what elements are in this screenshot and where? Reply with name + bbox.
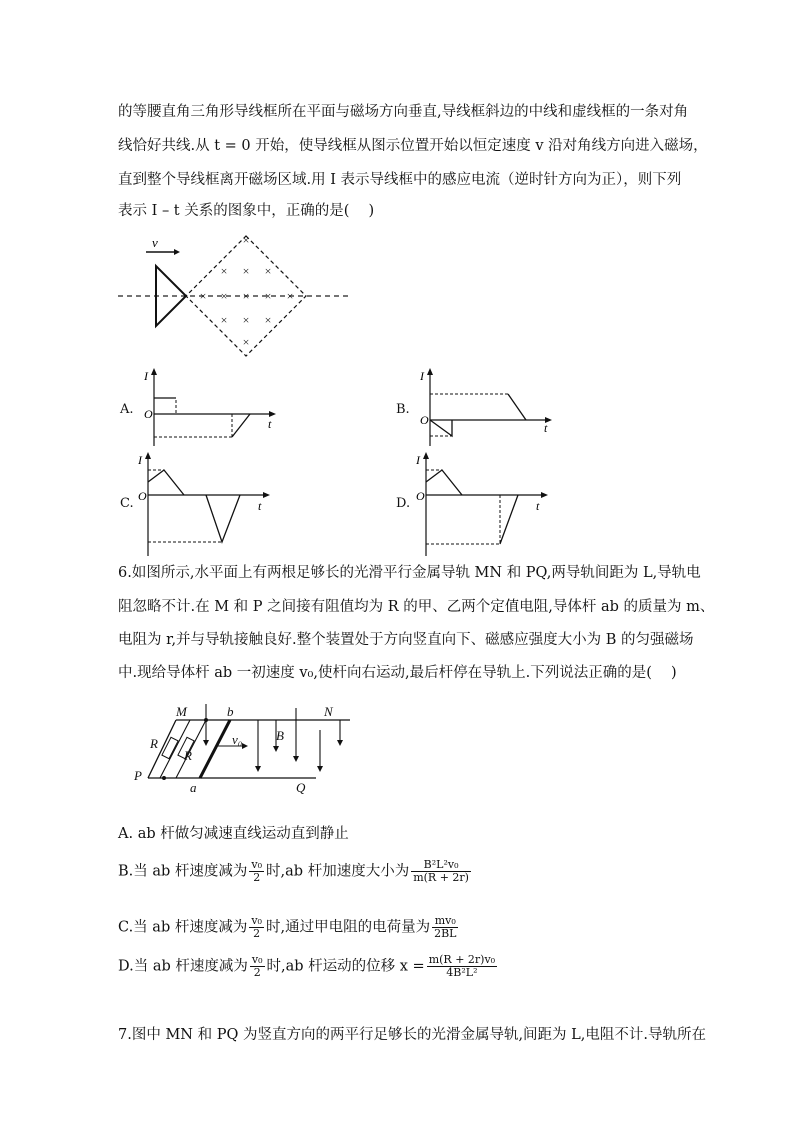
graph-a-i: I xyxy=(144,369,148,383)
q6-option-c-pre: C.当 ab 杆速度减为 xyxy=(118,919,248,936)
label-q: Q xyxy=(296,780,306,795)
q5-line-3: 直到整个导线框离开磁场区域.用 I 表示导线框中的感应电流（逆时针方向为正），则下列 xyxy=(118,172,682,188)
label-v0: v₀ xyxy=(232,732,243,747)
q5-line-2: 线恰好共线.从 t = 0 开始，使导线框从图示位置开始以恒定速度 v 沿对角线方向进入磁场， xyxy=(118,138,708,154)
graph-c-label: C. xyxy=(120,496,134,511)
graph-c-t: t xyxy=(258,499,262,513)
q6-line-4: 中.现给导体杆 ab 一初速度 v₀,使杆向右运动,最后杆停在导轨上.下列说法正确的是( ) xyxy=(118,665,677,681)
graph-b-label: B. xyxy=(396,402,410,417)
svg-text:×: × xyxy=(242,335,250,349)
q5-line-4: 表示 I – t 关系的图象中，正确的是( ) xyxy=(118,203,375,219)
q6-option-b xyxy=(118,859,473,884)
q6-option-c-mid: 时,通过甲电阻的电荷量为 xyxy=(265,919,431,936)
q6-option-b-pre: B.当 ab 杆速度减为 xyxy=(118,863,248,880)
q5-line-1: 的等腰直角三角形导线框所在平面与磁场方向垂直,导线框斜边的中线和虚线框的一条对角 xyxy=(118,104,689,120)
graph-a-o: O xyxy=(144,407,153,421)
svg-text:×: × xyxy=(199,289,207,303)
q6-option-d xyxy=(118,954,499,979)
q6-option-d-pre: D.当 ab 杆速度减为 xyxy=(118,958,248,975)
svg-text:×: × xyxy=(242,289,250,303)
graph-d xyxy=(412,450,552,560)
label-a: a xyxy=(190,780,197,795)
label-m: M xyxy=(176,704,187,719)
graph-d-label: D. xyxy=(396,496,411,511)
q5-field-figure xyxy=(110,230,360,360)
svg-text:×: × xyxy=(264,289,272,303)
q6-option-a: A. ab 杆做匀减速直线运动直到静止 xyxy=(118,826,349,842)
graph-a-label: A. xyxy=(120,402,134,417)
svg-text:×: × xyxy=(264,313,272,327)
v-half-c: $\frac{\text{v₀}}{2}$ xyxy=(251,914,262,940)
q6-option-b-mid: 时,ab 杆加速度大小为 xyxy=(266,863,410,880)
v-label: v xyxy=(152,235,158,250)
q6-option-c xyxy=(118,915,460,940)
graph-d-o: O xyxy=(416,489,425,503)
svg-text:×: × xyxy=(220,264,228,278)
svg-text:×: × xyxy=(264,264,272,278)
svg-text:×: × xyxy=(286,289,294,303)
label-b: b xyxy=(227,704,234,719)
label-field-b: B xyxy=(276,728,284,743)
graph-c-o: O xyxy=(138,489,147,503)
label-r1: R xyxy=(150,736,158,751)
v-half-d: $\frac{\text{v₀}}{2}$ xyxy=(251,953,263,979)
graph-b-t: t xyxy=(544,421,548,435)
q6-line-1: 6.如图所示,水平面上有两根足够长的光滑平行金属导轨 MN 和 PQ,两导轨间距为 L,导轨电 xyxy=(118,565,701,581)
svg-text:×: × xyxy=(242,313,250,327)
q6-option-b-fraction: $\frac{\text{B²L²v₀}}{m(R + 2r)}$ xyxy=(413,858,469,884)
svg-text:×: × xyxy=(242,264,250,278)
label-p: P xyxy=(134,768,142,783)
svg-text:×: × xyxy=(242,233,250,247)
graph-a xyxy=(140,366,280,448)
label-r2: R xyxy=(184,748,192,763)
label-n: N xyxy=(324,704,333,719)
q6-rail-figure xyxy=(130,700,360,798)
graph-b-o: O xyxy=(420,413,429,427)
q6-option-d-fraction: $\frac{\text{m(R + 2r)v₀}}{\text{4B²L²}}$ xyxy=(428,953,496,979)
graph-a-t: t xyxy=(268,417,272,431)
svg-text:×: × xyxy=(220,313,228,327)
graph-b-i: I xyxy=(420,369,424,383)
q6-line-3: 电阻为 r,并与导轨接触良好.整个装置处于方向竖直向下、磁感应强度大小为 B 的匀强磁场 xyxy=(118,632,694,648)
v-half-b: $\frac{\text{v₀}}{2}$ xyxy=(251,858,263,884)
q6-line-2: 阻忽略不计.在 M 和 P 之间接有阻值均为 R 的甲、乙两个定值电阻,导体杆 ab 的质量为 m、 xyxy=(118,599,715,615)
q7-line-1: 7.图中 MN 和 PQ 为竖直方向的两平行足够长的光滑金属导轨,间距为 L,电阻不计.导轨所在 xyxy=(118,1027,707,1043)
svg-text:×: × xyxy=(220,289,228,303)
graph-c-i: I xyxy=(138,453,142,467)
graph-b xyxy=(416,366,556,448)
q6-option-d-mid: 时,ab 杆运动的位移 x = xyxy=(266,958,425,975)
graph-d-i: I xyxy=(416,453,420,467)
q6-option-c-fraction: $\frac{\text{mv₀}}{2BL}$ xyxy=(434,914,457,940)
graph-d-t: t xyxy=(536,499,540,513)
graph-c xyxy=(134,450,274,560)
